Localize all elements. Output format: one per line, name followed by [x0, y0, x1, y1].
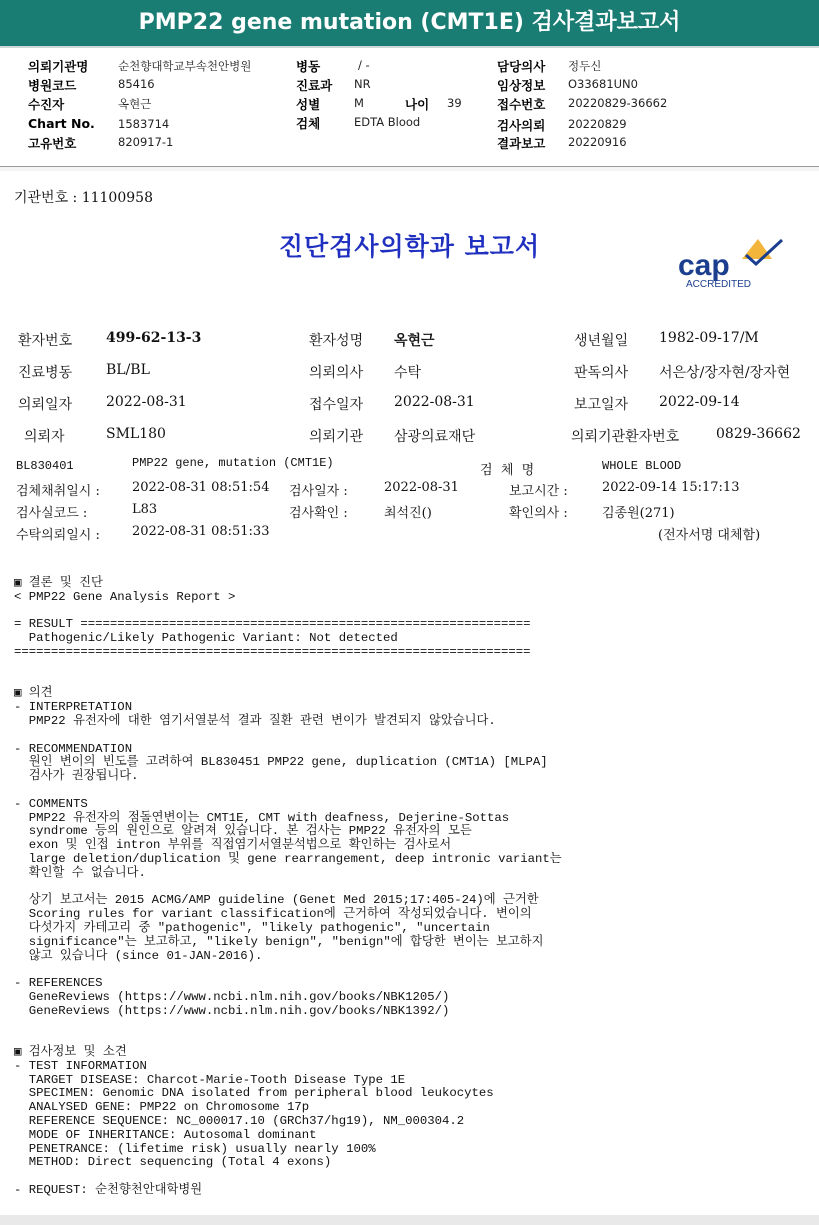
hdr-value-department: NR: [354, 77, 371, 91]
hdr-value-sex: M: [354, 96, 364, 110]
hdr-label-specimen: 검체: [296, 116, 321, 131]
label-lab-code: 검사실코드 :: [16, 506, 88, 521]
institution-number: 기관번호 : 11100958: [14, 190, 153, 206]
hdr-label-institution: 의뢰기관명: [28, 59, 89, 74]
hdr-value-specimen: EDTA Blood: [354, 115, 421, 129]
value-report-time: 2022-09-14 15:17:13: [602, 480, 740, 495]
hdr-label-patient: 수진자: [28, 97, 65, 112]
hdr-value-ward: / -: [358, 58, 370, 72]
hdr-label-result-date: 결과보고: [497, 136, 546, 151]
hdr-label-ward: 병동: [296, 59, 321, 74]
value-lab-code: L83: [132, 502, 158, 517]
label-institution-patient-no: 의뢰기관환자번호: [571, 429, 680, 445]
label-patient-no: 환자번호: [18, 333, 73, 349]
label-received-date: 접수일자: [309, 397, 364, 413]
hdr-label-age: 나이: [405, 97, 430, 112]
value-patient-no: 499-62-13-3: [106, 330, 202, 346]
value-reading-doctor: 서은상/장자현/장자현: [659, 365, 791, 381]
hdr-value-patient: 옥현근: [118, 97, 152, 111]
hdr-label-clinical-info: 임상정보: [497, 78, 546, 93]
value-collection-time: 2022-08-31 08:51:54: [132, 480, 270, 495]
hdr-value-age: 39: [447, 96, 462, 110]
value-ward: BL/BL: [106, 362, 150, 378]
hdr-value-institution: 순천향대학교부속천안병원: [118, 59, 252, 73]
label-patient-name: 환자성명: [309, 333, 364, 349]
label-ward: 진료병동: [18, 365, 73, 381]
report-body-text: ▣ 결론 및 진단 < PMP22 Gene Analysis Report > = RESULT ============================================================= Pathogenic/Likely Pathogenic Variant: Not detected ====================================================================== ▣ 의견 - INTERPRETATION PMP22 유전자에 대한 염기서열분석 결과 질환 관련 변이가 발견되지 않았습니다. - RECOMMENDATION 원인 변이의 빈도를 고려하여 BL830451 PMP22 gene, duplication (CMT1A) [MLPA] 검사가 권장됩니다. - COMMENTS PMP22 유전자의 점돌연변이는 CMT1E, CMT with deafness, Dejerine-Sottas syndrome 등의 원인으로 알려져 있습니다. 본 검사는 PMP22 유전자의 모든 exon 및 인접 intron 부위를 직접염기서열분석법으로 확인하는 검사로서 large deletion/duplication 및 gene rearrangement, deep intronic variant는 확인할 수 없습니다. 상기 보고서는 2015 ACMG/AMP guideline (Genet Med 2015;17:405-24)에 근거한 Scoring rules for variant classification에 근거하여 작성되었습니다. 변이의 다섯가지 카테고리 중 "pathogenic", "likely pathogenic", "uncertain significance"는 보고하고, "likely benign", "benign"에 합당한 변이는 보고하지 않고 있습니다 (since 01-JAN-2016). - REFERENCES GeneReviews (https://www.ncbi.nlm.nih.gov/books/NBK1205/) GeneReviews (https://www.ncbi.nlm.nih.gov/books/NBK1392/) ▣ 검사정보 및 소견 - TEST INFORMATION TARGET DISEASE: Charcot-Marie-Tooth Disease Type 1E SPECIMEN: Genomic DNA isolated from peripheral blood leukocytes ANALYSED GENE: PMP22 on Chromosome 17p REFERENCE SEQUENCE: NC_000017.10 (GRCh37/hg19), NM_000304.2 MODE OF INHERITANCE: Autosomal dominant PENETRANCE: (lifetime risk) usually nearly 100% METHOD: Direct sequencing (Total 4 exons) - REQUEST: 순천향천안대학병원: [14, 576, 562, 1198]
value-confirm-doctor: 김종원(271): [602, 506, 675, 521]
report-banner-title: PMP22 gene mutation (CMT1E) 검사결과보고서: [0, 0, 819, 48]
hdr-value-chart-no: 1583714: [118, 117, 170, 131]
label-requesting-doctor: 의뢰의사: [309, 365, 364, 381]
label-request-date: 의뢰일자: [18, 397, 73, 413]
report-title: 진단검사의학과 보고서: [278, 232, 541, 261]
hdr-label-chart-no: Chart No.: [28, 116, 95, 131]
hdr-label-reception-no: 접수번호: [497, 97, 546, 112]
hdr-label-sex: 성별: [296, 97, 321, 112]
value-requesting-doctor: 수탁: [394, 365, 422, 381]
value-consign-time: 2022-08-31 08:51:33: [132, 524, 270, 539]
hdr-value-result-date: 20220916: [568, 135, 627, 149]
label-test-date: 검사일자 :: [289, 484, 348, 499]
hdr-label-unique-no: 고유번호: [28, 136, 77, 151]
hdr-value-clinical-info: O33681UN0: [568, 77, 638, 91]
label-requesting-institution: 의뢰기관: [309, 429, 364, 445]
value-test-date: 2022-08-31: [384, 480, 459, 495]
specimen-value: WHOLE BLOOD: [602, 459, 682, 473]
label-confirm-doctor: 확인의사 :: [509, 506, 568, 521]
report-document: [0, 171, 819, 1215]
test-name: PMP22 gene, mutation (CMT1E): [132, 456, 334, 470]
label-requester: 의뢰자: [24, 429, 65, 445]
electronic-signature-note: (전자서명 대체함): [658, 528, 761, 543]
value-received-date: 2022-08-31: [394, 394, 475, 410]
hdr-value-reception-no: 20220829-36662: [568, 96, 668, 110]
hdr-value-hospital-code: 85416: [118, 77, 155, 91]
label-collection-time: 검체채취일시 :: [16, 484, 100, 499]
hdr-label-request-date: 검사의뢰: [497, 118, 546, 133]
value-patient-name: 옥현근: [394, 333, 435, 349]
value-test-confirm: 최석진(): [384, 506, 432, 521]
hdr-label-hospital-code: 병원코드: [28, 78, 77, 93]
label-birthdate: 생년월일: [574, 333, 629, 349]
label-consign-time: 수탁의뢰일시 :: [16, 528, 100, 543]
hdr-value-request-date: 20220829: [568, 117, 627, 131]
label-report-time: 보고시간 :: [509, 484, 568, 499]
hdr-label-department: 진료과: [296, 78, 333, 93]
value-report-date: 2022-09-14: [659, 394, 740, 410]
value-request-date: 2022-08-31: [106, 394, 187, 410]
value-institution-patient-no: 0829-36662: [716, 426, 801, 442]
test-code: BL830401: [16, 459, 74, 473]
label-report-date: 보고일자: [574, 397, 629, 413]
logo-cap-text: cap: [678, 249, 730, 282]
header-info-block: [0, 48, 819, 167]
value-requesting-institution: 삼광의료재단: [394, 429, 476, 445]
page-bottom-bar: [0, 1215, 819, 1225]
value-birthdate: 1982-09-17/M: [659, 330, 759, 346]
specimen-label: 검 체 명: [480, 463, 535, 478]
hdr-label-doctor: 담당의사: [497, 59, 546, 74]
label-test-confirm: 검사확인 :: [289, 506, 348, 521]
value-requester: SML180: [106, 426, 166, 442]
hdr-value-doctor: 정두신: [568, 59, 602, 73]
label-reading-doctor: 판독의사: [574, 365, 629, 381]
hdr-value-unique-no: 820917-1: [118, 135, 174, 149]
cap-accredited-logo: [672, 237, 792, 293]
logo-accredited-text: ACCREDITED: [686, 279, 752, 290]
